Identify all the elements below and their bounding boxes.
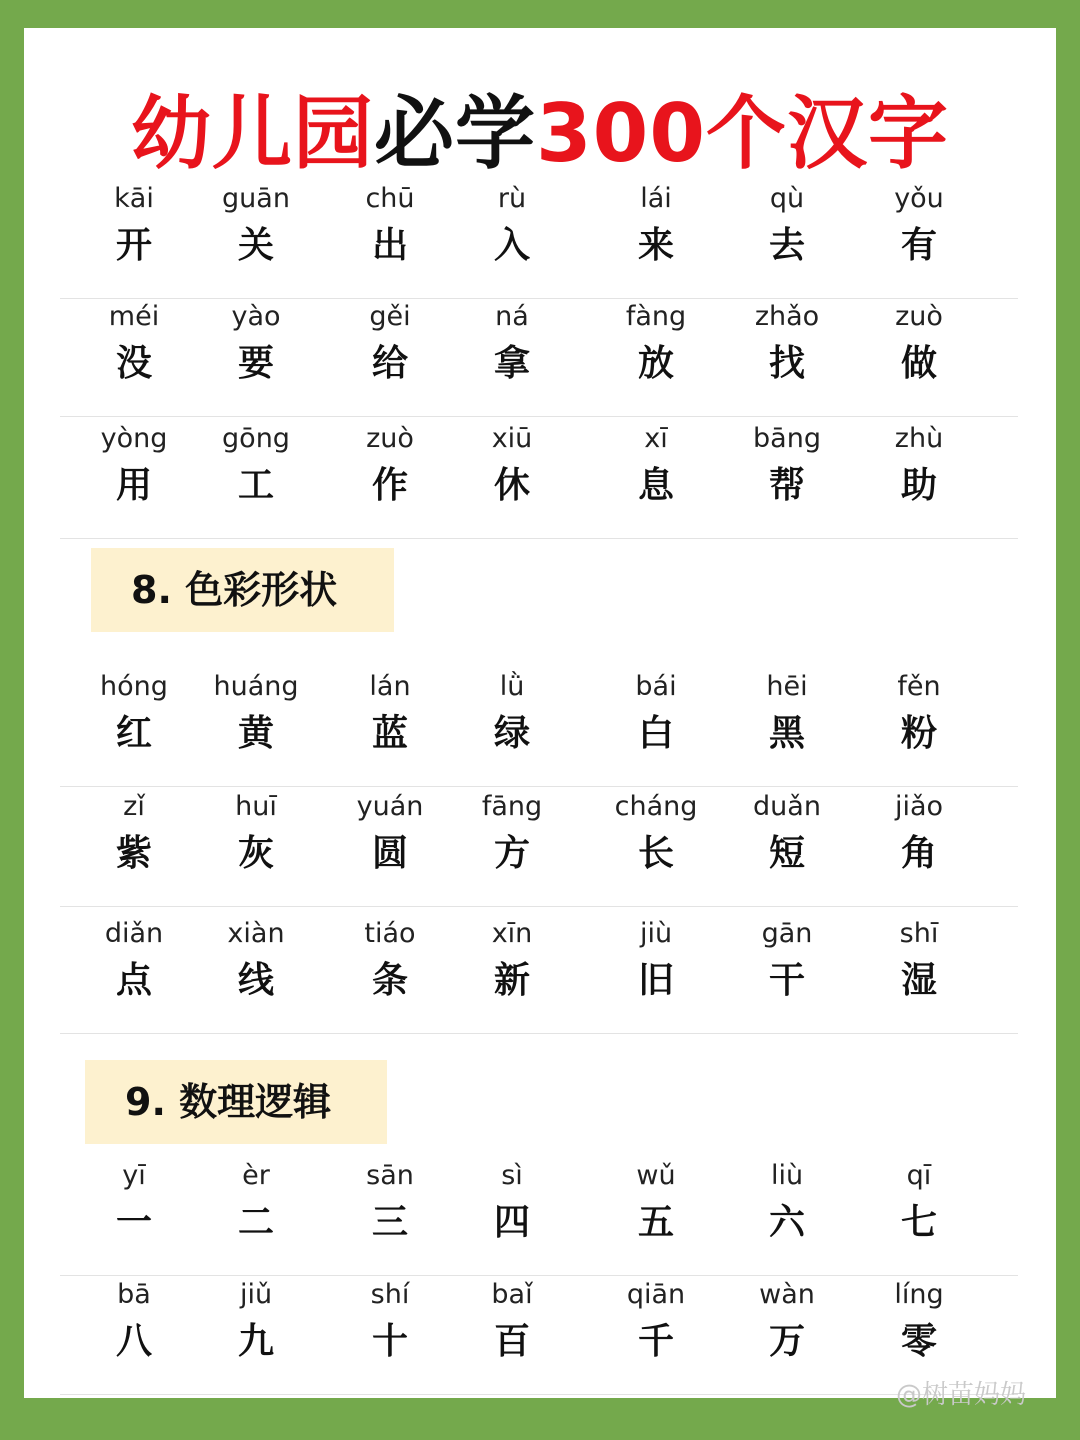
pinyin: qù [769,183,805,214]
character-cell [320,420,460,514]
pinyin: sì [501,1160,523,1191]
pinyin: zuò [366,423,414,454]
character-cell [64,1276,204,1370]
character-cell [320,788,460,882]
hanzi: 线 [237,960,274,1001]
pinyin: rù [497,183,527,214]
pinyin: bái [635,671,677,702]
title-part-1: 幼儿园 [131,87,374,180]
pinyin: gōng [222,423,290,454]
pinyin: gěi [369,301,411,332]
hanzi: 千 [637,1321,674,1362]
character-cell [320,1276,460,1370]
hanzi: 六 [768,1202,805,1243]
worksheet [24,28,1056,1410]
character-row [60,668,1018,787]
pinyin: jiǎo [894,791,944,822]
character-cell [849,915,989,1009]
hanzi: 用 [115,465,152,506]
watermark: @树苗妈妈 [896,1380,1027,1410]
hanzi: 万 [768,1321,805,1362]
hanzi: 湿 [900,960,937,1001]
character-cell [849,420,989,514]
character-row [60,298,1018,417]
hanzi: 短 [768,833,805,874]
pinyin: hóng [100,671,168,702]
character-cell [442,180,582,274]
hanzi: 没 [115,343,152,384]
hanzi: 四 [493,1202,530,1243]
pinyin: ná [495,301,529,332]
pinyin: líng [894,1279,944,1310]
character-cell [186,298,326,392]
character-cell [717,668,857,762]
character-cell [442,1276,582,1370]
character-cell [320,180,460,274]
character-cell [186,180,326,274]
pinyin: wàn [759,1279,815,1310]
hanzi: 作 [371,465,408,506]
pinyin: baǐ [491,1279,533,1310]
pinyin: fàng [625,301,687,332]
character-cell [586,668,726,762]
character-cell [320,915,460,1009]
hanzi: 九 [237,1321,274,1362]
character-cell [64,668,204,762]
character-cell [586,420,726,514]
pinyin: tiáo [364,918,416,949]
pinyin: méi [108,301,160,332]
hanzi: 入 [493,225,530,266]
pinyin: xīn [491,918,533,949]
hanzi: 二 [237,1202,274,1243]
section-header-label: 8. 色彩形状 [131,568,338,612]
hanzi: 百 [493,1321,530,1362]
hanzi: 长 [637,833,674,874]
hanzi: 休 [493,465,530,506]
hanzi: 七 [900,1202,937,1243]
character-cell [717,298,857,392]
pinyin: yǒu [894,183,944,214]
hanzi: 八 [115,1321,152,1362]
character-cell [849,1276,989,1370]
character-cell [64,420,204,514]
pinyin: jiù [639,918,673,949]
hanzi: 去 [768,225,805,266]
pinyin: jiǔ [239,1279,273,1310]
hanzi: 红 [115,713,152,754]
pinyin: lái [640,183,672,214]
pinyin: zǐ [123,791,145,822]
character-cell [586,788,726,882]
section-header-math-logic [85,1060,387,1144]
pinyin: fāng [481,791,543,822]
hanzi: 条 [371,960,408,1001]
hanzi: 放 [637,343,674,384]
character-cell [186,668,326,762]
character-cell [586,1157,726,1251]
character-cell [64,180,204,274]
hanzi: 圆 [371,833,408,874]
pinyin: lán [369,671,411,702]
character-cell [586,298,726,392]
character-cell [717,180,857,274]
pinyin: sān [366,1160,414,1191]
character-cell [442,1157,582,1251]
character-cell [186,788,326,882]
character-cell [64,915,204,1009]
hanzi: 紫 [115,833,152,874]
hanzi: 做 [900,343,937,384]
character-cell [717,788,857,882]
character-cell [64,1157,204,1251]
hanzi: 一 [115,1202,152,1243]
hanzi: 十 [371,1321,408,1362]
hanzi: 角 [900,833,937,874]
hanzi: 蓝 [371,713,408,754]
page-title [24,84,1056,184]
character-cell [586,1276,726,1370]
hanzi: 帮 [768,465,805,506]
pinyin: duǎn [753,791,821,822]
pinyin: qī [906,1160,932,1191]
pinyin: èr [242,1160,270,1191]
character-cell [320,1157,460,1251]
character-cell [442,915,582,1009]
hanzi: 三 [371,1202,408,1243]
character-row [60,915,1018,1034]
pinyin: yòng [100,423,168,454]
hanzi: 点 [115,960,152,1001]
character-cell [586,915,726,1009]
hanzi: 工 [237,465,274,506]
pinyin: fěn [897,671,941,702]
character-row [60,180,1018,299]
hanzi: 旧 [637,960,674,1001]
pinyin: wǔ [636,1160,676,1191]
pinyin: yuán [356,791,424,822]
character-cell [186,420,326,514]
pinyin: huáng [213,671,299,702]
character-cell [320,298,460,392]
hanzi: 出 [371,225,408,266]
character-cell [717,1276,857,1370]
character-cell [849,1157,989,1251]
pinyin: shí [370,1279,410,1310]
character-cell [849,180,989,274]
title-part-3: 300个汉字 [536,87,949,180]
character-row [60,1157,1018,1276]
hanzi: 绿 [493,713,530,754]
pinyin: liù [770,1160,804,1191]
pinyin: bāng [753,423,821,454]
pinyin: zuò [895,301,943,332]
character-cell [849,788,989,882]
pinyin: guān [222,183,290,214]
character-cell [717,915,857,1009]
hanzi: 找 [768,343,805,384]
pinyin: xiàn [227,918,285,949]
hanzi: 拿 [493,343,530,384]
pinyin: lǜ [499,671,525,702]
character-cell [442,298,582,392]
character-cell [186,1276,326,1370]
hanzi: 开 [115,225,152,266]
title-part-2: 必学 [374,87,536,180]
hanzi: 来 [637,225,674,266]
hanzi: 新 [493,960,530,1001]
character-cell [717,420,857,514]
character-cell [442,420,582,514]
hanzi: 息 [637,465,674,506]
pinyin: huī [235,791,277,822]
hanzi: 有 [900,225,937,266]
hanzi: 给 [371,343,408,384]
pinyin: chū [365,183,415,214]
hanzi: 要 [237,343,274,384]
pinyin: yī [122,1160,146,1191]
character-row [60,420,1018,539]
character-cell [442,668,582,762]
hanzi: 五 [637,1202,674,1243]
pinyin: qiān [626,1279,686,1310]
character-cell [586,180,726,274]
pinyin: shī [899,918,939,949]
character-cell [320,668,460,762]
character-cell [442,788,582,882]
character-cell [849,298,989,392]
hanzi: 干 [768,960,805,1001]
character-cell [186,915,326,1009]
pinyin: diǎn [104,918,164,949]
hanzi: 黄 [237,713,274,754]
hanzi: 粉 [900,713,937,754]
character-cell [64,298,204,392]
pinyin: zhù [894,423,944,454]
pinyin: xī [644,423,668,454]
character-cell [717,1157,857,1251]
character-cell [64,788,204,882]
hanzi: 黑 [768,713,805,754]
pinyin: hēi [766,671,808,702]
pinyin: kāi [114,183,154,214]
pinyin: cháng [614,791,698,822]
hanzi: 灰 [237,833,274,874]
section-header-label: 9. 数理逻辑 [125,1080,332,1124]
pinyin: gān [761,918,813,949]
pinyin: zhǎo [754,301,820,332]
hanzi: 零 [900,1321,937,1362]
section-header-colors-shapes [91,548,394,632]
pinyin: bā [117,1279,151,1310]
character-cell [186,1157,326,1251]
pinyin: yào [231,301,281,332]
hanzi: 方 [493,833,530,874]
character-row [60,1276,1018,1395]
hanzi: 助 [900,465,937,506]
hanzi: 关 [237,225,274,266]
character-cell [849,668,989,762]
hanzi: 白 [637,713,674,754]
pinyin: xiū [491,423,533,454]
character-row [60,788,1018,907]
